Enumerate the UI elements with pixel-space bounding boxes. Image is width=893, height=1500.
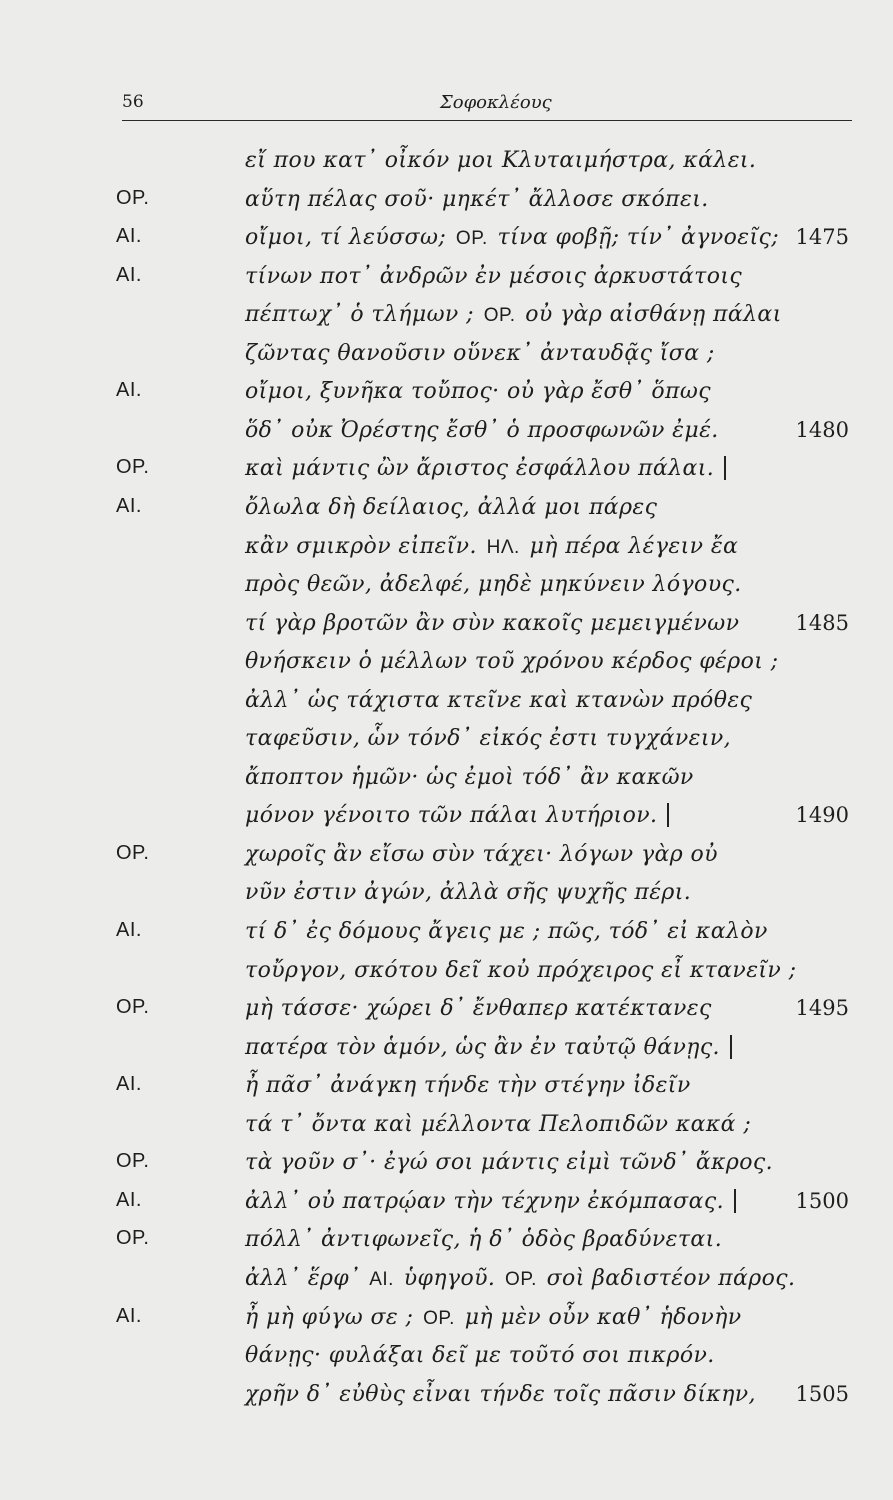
- verse-line: [0, 341, 893, 379]
- verse-segment: πρὸς θεῶν, ἀδελφέ, μηδὲ μηκύνειν λόγους.: [245, 572, 742, 598]
- verse-division-mark: [667, 803, 669, 827]
- verse-segment: πόλλ᾽ ἀντιφωνεῖς, ἡ δ᾽ ὁδὸς βραδύνεται.: [245, 1227, 723, 1253]
- verse-text: [245, 225, 779, 250]
- line-number: 1505: [795, 1381, 849, 1406]
- verse-text: [245, 880, 691, 905]
- line-number: 1500: [795, 1188, 849, 1213]
- verse-segment: ταφεῦσιν, ὧν τόνδ᾽ εἰκός ἐστι τυγχάνειν,: [245, 726, 732, 752]
- verse-text: [245, 456, 726, 481]
- verse-text: [245, 1305, 742, 1330]
- verse-segment: οὐ γὰρ αἰσθάνῃ πάλαι: [525, 302, 782, 328]
- verse-segment: ζῶντας θανοῦσιν οὕνεκ᾽ ἀνταυδᾷς ἴσα ;: [245, 340, 715, 366]
- verse-segment: μὴ πέρα λέγειν ἔα: [529, 533, 739, 559]
- verse-segment: ἄποπτον ἡμῶν· ὡς ἐμοὶ τόδ᾽ ἂν κακῶν: [245, 764, 694, 790]
- verse-text: [245, 302, 782, 327]
- verse-line: [0, 726, 893, 764]
- verse-text: [245, 495, 657, 520]
- verse-segment: καὶ μάντις ὢν ἄριστος ἐσφάλλου πάλαι.: [245, 456, 715, 482]
- speaker-label: ΑΙ.: [116, 1304, 142, 1327]
- verse-segment: νῦν ἐστιν ἀγών, ἀλλὰ σῆς ψυχῆς πέρι.: [245, 880, 692, 906]
- verse-text: [245, 148, 756, 173]
- verse-text: [245, 187, 709, 212]
- verse-line: [0, 1305, 893, 1343]
- verse-line: [0, 264, 893, 302]
- page-number: 56: [122, 92, 144, 112]
- verse-segment: χρῆν δ᾽ εὐθὺς εἶναι τήνδε τοῖς πᾶσιν δίκην,: [245, 1381, 756, 1407]
- verse-text: [245, 1150, 773, 1175]
- verse-segment: ἦ πᾶσ᾽ ἀνάγκη τήνδε τὴν στέγην ἰδεῖν: [245, 1073, 691, 1099]
- verse-line: [0, 187, 893, 225]
- verse-text: [245, 1035, 732, 1060]
- verse-division-mark: [734, 1189, 736, 1213]
- verse-text: [245, 1343, 715, 1368]
- verse-segment: οἴμοι, τί λεύσσω;: [245, 225, 447, 251]
- verse-line: [0, 1150, 893, 1188]
- verse-segment: κἂν σμικρὸν εἰπεῖν.: [245, 533, 477, 559]
- verse-text: [245, 418, 719, 443]
- verse-line: [0, 534, 893, 572]
- verse-segment: τίνα φοβῇ; τίν᾽ ἀγνοεῖς;: [497, 225, 780, 251]
- speaker-label: ΑΙ.: [116, 1073, 142, 1096]
- verse-division-mark: [730, 1035, 732, 1059]
- speaker-label: ΑΙ.: [116, 263, 142, 286]
- verse-line: [0, 611, 893, 649]
- verse-segment: ἀλλ᾽ οὐ πατρῴαν τὴν τέχνην ἐκόμπασας.: [245, 1188, 724, 1214]
- verse-segment: ἀλλ᾽ ὡς τάχιστα κτεῖνε καὶ κτανὼν πρόθες: [245, 687, 753, 713]
- verse-segment: θνήσκειν ὁ μέλλων τοῦ χρόνου κέρδος φέροι ;: [245, 649, 779, 675]
- verse-text: [245, 1189, 736, 1214]
- line-number: 1495: [795, 996, 849, 1021]
- verse-segment: εἴ που κατ᾽ οἶκόν μοι Κλυταιμήστρα, κάλει.: [245, 148, 757, 173]
- verse-line: [0, 765, 893, 803]
- verse-segment: οἴμοι, ξυνῆκα τοὔπος· οὐ γὰρ ἔσθ᾽ ὅπως: [245, 379, 711, 405]
- verse-line: [0, 649, 893, 687]
- verse-text: [245, 264, 742, 289]
- header-rule: [122, 120, 852, 121]
- speaker-label: ΟΡ.: [116, 186, 150, 209]
- speaker-label: ΟΡ.: [116, 1150, 150, 1173]
- inline-speaker-label: ΟΡ.: [417, 1307, 461, 1329]
- verse-text: [245, 611, 739, 636]
- verse-text: [245, 1073, 691, 1098]
- verse-segment: ἦ μὴ φύγω σε ;: [245, 1304, 414, 1330]
- verse-line: [0, 842, 893, 880]
- verse-text: [245, 649, 778, 674]
- verse-text: [245, 1382, 756, 1407]
- verse-line: [0, 1343, 893, 1381]
- verse-segment: τὰ γοῦν σ᾽· ἐγώ σοι μάντις εἰμὶ τῶνδ᾽ ἄκρος.: [245, 1150, 774, 1176]
- verse-segment: χωροῖς ἂν εἴσω σὺν τάχει· λόγων γὰρ οὐ: [245, 841, 718, 867]
- verse-text: [245, 765, 694, 790]
- verse-line: [0, 919, 893, 957]
- verse-line: [0, 996, 893, 1034]
- speaker-label: ΑΙ.: [116, 225, 142, 248]
- verse-line: [0, 302, 893, 340]
- verse-line: [0, 1227, 893, 1265]
- verse-text: [245, 572, 742, 597]
- verse-line: [0, 1382, 893, 1420]
- verse-line: [0, 379, 893, 417]
- line-number: 1485: [795, 610, 849, 635]
- verse-text: [245, 958, 796, 983]
- verse-segment: σοὶ βαδιστέον πάρος.: [546, 1265, 796, 1291]
- verse-segment: ὑφηγοῦ.: [403, 1265, 496, 1291]
- inline-speaker-label: ΟΡ.: [450, 228, 494, 250]
- verse-segment: τί δ᾽ ἐς δόμους ἄγεις με ; πῶς, τόδ᾽ εἰ καλὸν: [245, 919, 768, 944]
- verse-line: [0, 418, 893, 456]
- speaker-label: ΟΡ.: [116, 456, 150, 479]
- verse-text: [245, 1112, 751, 1137]
- speaker-label: ΟΡ.: [116, 996, 150, 1019]
- verse-segment: πατέρα τὸν ἁμόν, ὡς ἂν ἐν ταὐτῷ θάνῃς.: [245, 1034, 720, 1060]
- inline-speaker-label: ΟΡ.: [477, 305, 522, 327]
- verse-line: [0, 456, 893, 494]
- verse-line: [0, 225, 893, 263]
- verse-segment: τά τ᾽ ὄντα καὶ μέλλοντα Πελοπιδῶν κακά ;: [245, 1111, 752, 1137]
- verse-line: [0, 958, 893, 996]
- speaker-label: ΑΙ.: [116, 1188, 142, 1211]
- verse-text: [245, 803, 669, 828]
- speaker-label: ΑΙ.: [116, 494, 142, 517]
- verse-line: [0, 572, 893, 610]
- verse-text: [245, 1266, 795, 1291]
- verse-line: [0, 1112, 893, 1150]
- line-number: 1490: [795, 803, 849, 828]
- inline-speaker-label: ΟΡ.: [499, 1268, 543, 1290]
- verse-segment: ὅδ᾽ οὐκ Ὀρέστης ἔσθ᾽ ὁ προσφωνῶν ἐμέ.: [245, 417, 719, 443]
- verse-line: [0, 1073, 893, 1111]
- verse-line: [0, 880, 893, 918]
- verse-segment: ἀλλ᾽ ἕρφ᾽: [245, 1265, 361, 1291]
- verse-text: [245, 379, 711, 404]
- verse-segment: τίνων ποτ᾽ ἀνδρῶν ἐν μέσοις ἀρκυστάτοις: [245, 263, 743, 289]
- verse-text: [245, 996, 712, 1021]
- verse-segment: μόνον γένοιτο τῶν πάλαι λυτήριον.: [245, 803, 658, 829]
- speaker-label: ΟΡ.: [116, 841, 150, 864]
- verse-line: [0, 148, 893, 186]
- speaker-label: ΟΡ.: [116, 1227, 150, 1250]
- verse-segment: μὴ μὲν οὖν καθ᾽ ἡδονὴν: [464, 1304, 742, 1330]
- verse-text: [245, 341, 715, 366]
- speaker-label: ΑΙ.: [116, 379, 142, 402]
- verse-line: [0, 1189, 893, 1227]
- running-title: Σοφοκλέους: [440, 92, 552, 113]
- verse-text: [245, 842, 718, 867]
- verse-text: [245, 1227, 722, 1252]
- verse-line: [0, 688, 893, 726]
- verse-segment: ὄλωλα δὴ δείλαιος, ἀλλά μοι πάρες: [245, 494, 658, 520]
- verse-segment: πέπτωχ᾽ ὁ τλήμων ;: [245, 302, 474, 328]
- inline-speaker-label: ΗΛ.: [480, 536, 526, 558]
- verse-segment: τί γὰρ βροτῶν ἂν σὺν κακοῖς μεμειγμένων: [245, 610, 740, 636]
- verse-line: [0, 803, 893, 841]
- verse-line: [0, 1266, 893, 1304]
- line-number: 1480: [795, 417, 849, 442]
- verse-line: [0, 495, 893, 533]
- verse-segment: τοὔργον, σκότου δεῖ κοὐ πρόχειρος εἶ κτανεῖν ;: [245, 957, 797, 983]
- verse-division-mark: [724, 456, 726, 480]
- speaker-label: ΑΙ.: [116, 919, 142, 941]
- verse-text: [245, 919, 768, 944]
- verse-segment: μὴ τάσσε· χώρει δ᾽ ἔνθαπερ κατέκτανες: [245, 996, 712, 1022]
- line-number: 1475: [795, 225, 849, 250]
- verse-segment: αὕτη πέλας σοῦ· μηκέτ᾽ ἄλλοσε σκόπει.: [245, 186, 709, 212]
- verse-text: [245, 726, 731, 751]
- inline-speaker-label: ΑΙ.: [364, 1268, 400, 1290]
- verse-text: [245, 534, 738, 559]
- verse-segment: θάνῃς· φυλάξαι δεῖ με τοῦτό σοι πικρόν.: [245, 1343, 715, 1369]
- verse-text: [245, 688, 752, 713]
- verse-line: [0, 1035, 893, 1073]
